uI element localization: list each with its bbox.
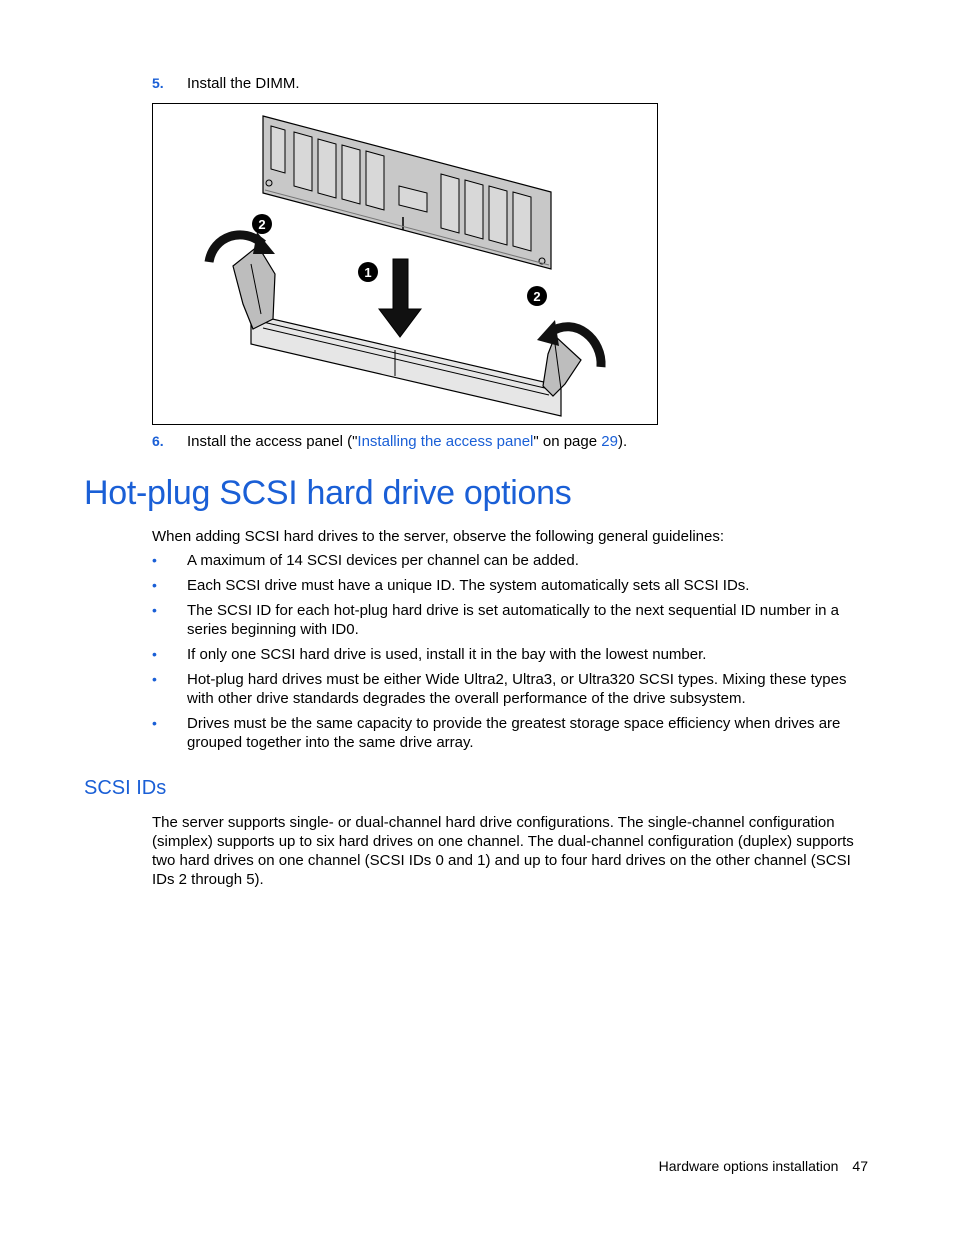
page-29-link[interactable]: 29 <box>601 433 618 450</box>
list-item-text: Hot-plug hard drives must be either Wide Ultra2, Ultra3, or Ultra320 SCSI types. Mixing these types with other drive standards degrades the overall performance of the drive subsystem. <box>187 671 847 707</box>
footer-chapter: Hardware options installation <box>658 1158 839 1174</box>
step-text <box>187 433 627 450</box>
step-text-prefix: Install the access panel (" <box>187 433 358 450</box>
guidelines-list <box>152 551 868 758</box>
bullet-icon: • <box>152 646 157 662</box>
list-item-text: The SCSI ID for each hot-plug hard drive is set automatically to the next sequential ID number in a series beginning with ID0. <box>187 602 840 638</box>
page-number: 47 <box>852 1158 868 1174</box>
step-text: Install the DIMM. <box>187 75 300 92</box>
list-item <box>152 601 868 639</box>
page-footer <box>659 1158 868 1174</box>
bullet-icon: • <box>152 715 157 731</box>
bullet-icon: • <box>152 552 157 568</box>
insert-arrow <box>379 259 421 337</box>
dimm-module <box>263 116 551 269</box>
svg-text:2: 2 <box>533 289 541 304</box>
list-item <box>152 551 868 570</box>
access-panel-link[interactable]: Installing the access panel <box>357 433 534 450</box>
callout-2-right <box>527 286 547 306</box>
dimm-install-figure <box>152 103 658 425</box>
step-5 <box>152 75 300 92</box>
list-item-text: Drives must be the same capacity to provide the greatest storage space efficiency when drives are grouped together into the same drive array. <box>187 715 841 751</box>
list-item <box>152 714 868 752</box>
list-item-text: If only one SCSI hard drive is used, install it in the bay with the lowest number. <box>187 646 707 663</box>
section-title: Hot-plug SCSI hard drive options <box>84 474 572 512</box>
bullet-icon: • <box>152 671 157 687</box>
bullet-icon: • <box>152 577 157 593</box>
step-text-suffix: ). <box>617 433 628 450</box>
step-6 <box>152 433 628 450</box>
subsection-title: SCSI IDs <box>84 777 167 799</box>
step-text-mid: " on page <box>533 433 602 450</box>
section-intro: When adding SCSI hard drives to the server, observe the following general guidelines: <box>152 528 724 545</box>
list-item <box>152 670 868 708</box>
svg-text:2: 2 <box>258 217 266 232</box>
dimm-install-illustration <box>153 104 657 424</box>
list-item-text: Each SCSI drive must have a unique ID. The system automatically sets all SCSI IDs. <box>187 577 750 594</box>
list-item <box>152 576 868 595</box>
list-item <box>152 645 868 664</box>
list-item-text: A maximum of 14 SCSI devices per channel can be added. <box>187 552 579 569</box>
svg-text:1: 1 <box>364 265 372 280</box>
subsection-text: The server supports single- or dual-channel hard drive configurations. The single-channel configuration (simplex) supports up to six hard drives on one channel. The dual-channel configuration (duplex) supports two hard drives on one channel (SCSI IDs 0 and 1) and up to four hard drives on the other channel (SCSI IDs 2 through 5). <box>152 814 854 888</box>
step-number: 6. <box>152 433 164 449</box>
callout-1 <box>358 262 378 282</box>
callout-2-left <box>252 214 272 234</box>
step-number: 5. <box>152 75 164 91</box>
bullet-icon: • <box>152 602 157 618</box>
